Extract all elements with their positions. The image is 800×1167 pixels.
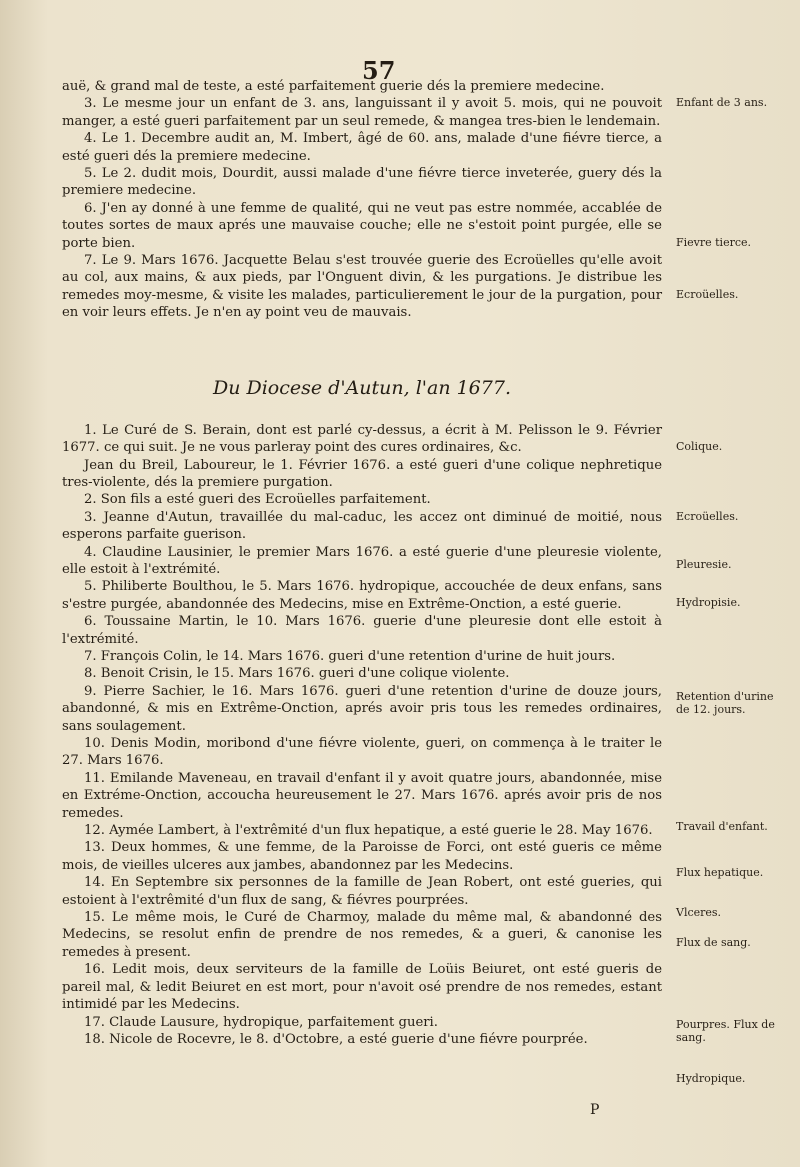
section-heading: Du Diocese d'Autun, l'an 1677. bbox=[212, 376, 511, 399]
paragraph: 1. Le Curé de S. Berain, dont est parlé cy-dessus, a écrit à M. Pelisson le 9. Février 1677. ce qui suit. Je ne vous parleray point des cures ordinaires, &c. bbox=[62, 422, 662, 456]
margin-note: Vlceres. bbox=[676, 906, 722, 919]
margin-note: Travail d'enfant. bbox=[676, 820, 768, 833]
paragraph: 7. Le 9. Mars 1676. Jacquette Belau s'est trouvée guerie des Ecroüelles qu'elle avoit au col, aux mains, & aux pieds, par l'Onguent divin, & les purgations. Je distribue les remedes moy-mesme, & visite les malades, particulierement le jour de la purgation, pour en voir leurs effets. Je n'en ay point veu de mauvais. bbox=[62, 253, 662, 321]
paragraph: 3. Jeanne d'Autun, travaillée du mal-caduc, les accez ont diminué de moitié, nous esperons parfaite guerison. bbox=[62, 509, 662, 543]
margin-note: Ecroüelles. bbox=[676, 510, 739, 523]
margin-note: Pleuresie. bbox=[676, 558, 732, 571]
paragraph: 17. Claude Lausure, hydropique, parfaitement gueri. bbox=[84, 1014, 438, 1030]
paragraph: 5. Philiberte Boulthou, le 5. Mars 1676. hydropique, accouchée de deux enfans, sans s'estre purgée, abandonnée des Medecins, mise en Extrême-Onction, a esté guerie. bbox=[62, 579, 662, 612]
margin-note: Fievre tierce. bbox=[676, 236, 752, 249]
margin-note: Colique. bbox=[676, 440, 723, 453]
paragraph: 2. Son fils a esté gueri des Ecroüelles parfaitement. bbox=[84, 492, 431, 508]
paragraph: 3. Le mesme jour un enfant de 3. ans, languissant il y avoit 5. mois, qui ne pouvoit manger, a esté gueri parfaitement par un seul remede, & mangea tres-bien le lendemain. bbox=[62, 96, 662, 129]
paragraph: 6. Toussaine Martin, le 10. Mars 1676. guerie d'une pleuresie dont elle estoit à l'extrémité. bbox=[62, 614, 662, 647]
margin-note: Pourpres. Flux de sang. bbox=[676, 1018, 775, 1044]
paragraph: 13. Deux hommes, & une femme, de la Paroisse de Forci, ont esté gueris ce même mois, de vieilles ulceres aux jambes, abandonnez par les Medecins. bbox=[62, 840, 662, 873]
paragraph: 5. Le 2. dudit mois, Dourdit, aussi malade d'une fiévre tierce inveterée, guery dés la premiere medecine. bbox=[62, 166, 662, 199]
margin-note: Ecroüelles. bbox=[676, 288, 739, 301]
paragraph: 6. J'en ay donné à une femme de qualité, qui ne veut pas estre nommée, accablée de toutes sortes de maux aprés une mauvaise couche; elle ne s'estoit point purgée, elle se porte bien. bbox=[62, 200, 662, 251]
margin-note: Flux de sang. bbox=[676, 936, 751, 949]
paragraph: 18. Nicole de Rocevre, le 8. d'Octobre, a esté guerie d'une fiévre pourprée. bbox=[84, 1031, 588, 1047]
paragraph: 16. Ledit mois, deux serviteurs de la famille de Loüis Beiuret, ont esté gueris de pareil mal, & ledit Beiuret en est mort, pour n'avoit osé prendre de nos remedes, estant intimidé par les Medecins. bbox=[62, 962, 662, 1013]
margin-note: Hydropisie. bbox=[676, 596, 741, 609]
margin-note: Retention d'urine de 12. jours. bbox=[676, 690, 774, 716]
paragraph: 15. Le même mois, le Curé de Charmoy, malade du même mal, & abandonné des Medecins, se resolut enfin de prendre de nos remedes, & a gueri, & canonise les remedes à present. bbox=[62, 910, 662, 960]
paragraph: auë, & grand mal de teste, a esté parfaitement guerie dés la premiere medecine. bbox=[62, 79, 605, 94]
catchword: P bbox=[590, 1102, 600, 1118]
paragraph: 4. Claudine Lausinier, le premier Mars 1676. a esté guerie d'une pleuresie violente, elle estoit à l'extrémité. bbox=[62, 544, 662, 577]
paragraph: 10. Denis Modin, moribond d'une fiévre violente, gueri, on commença à le traiter le 27. Mars 1676. bbox=[62, 736, 662, 769]
paragraph: 12. Aymée Lambert, à l'extrêmité d'un flux hepatique, a esté guerie le 28. May 1676. bbox=[84, 823, 653, 839]
paragraph: 9. Pierre Sachier, le 16. Mars 1676. gueri d'une retention d'urine de douze jours, abandonné, & mis en Extrême-Onction, aprés avoir pris tous les remedes ordinaires, sans soulagement. bbox=[62, 683, 662, 734]
paragraph: 7. François Colin, le 14. Mars 1676. gueri d'une retention d'urine de huit jours. bbox=[84, 648, 616, 664]
page-number: 57 bbox=[362, 56, 396, 85]
margin-note: Flux hepatique. bbox=[676, 866, 764, 879]
paragraph: 11. Emilande Maveneau, en travail d'enfant il y avoit quatre jours, abandonnée, mise en Extréme-Onction, accoucha heureusement le 27. Mars 1676. aprés avoir pris de nos remedes. bbox=[62, 770, 662, 821]
paragraph: 14. En Septembre six personnes de la famille de Jean Robert, ont esté gueries, qui estoient à l'extrêmité d'un flux de sang, & fiévres pourprées. bbox=[62, 875, 662, 908]
main-text bbox=[62, 78, 662, 1048]
margin-note: Enfant de 3 ans. bbox=[676, 96, 768, 109]
margin-note: Hydropique. bbox=[676, 1072, 746, 1085]
paragraph: 8. Benoit Crisin, le 15. Mars 1676. gueri d'une colique violente. bbox=[84, 666, 510, 682]
paragraph: Jean du Breil, Laboureur, le 1. Février 1676. a esté gueri d'une colique nephretique tres-violente, dés la premiere purgation. bbox=[62, 457, 662, 490]
paragraph: 4. Le 1. Decembre audit an, M. Imbert, âgé de 60. ans, malade d'une fiévre tierce, a esté gueri dés la premiere medecine. bbox=[62, 131, 662, 164]
